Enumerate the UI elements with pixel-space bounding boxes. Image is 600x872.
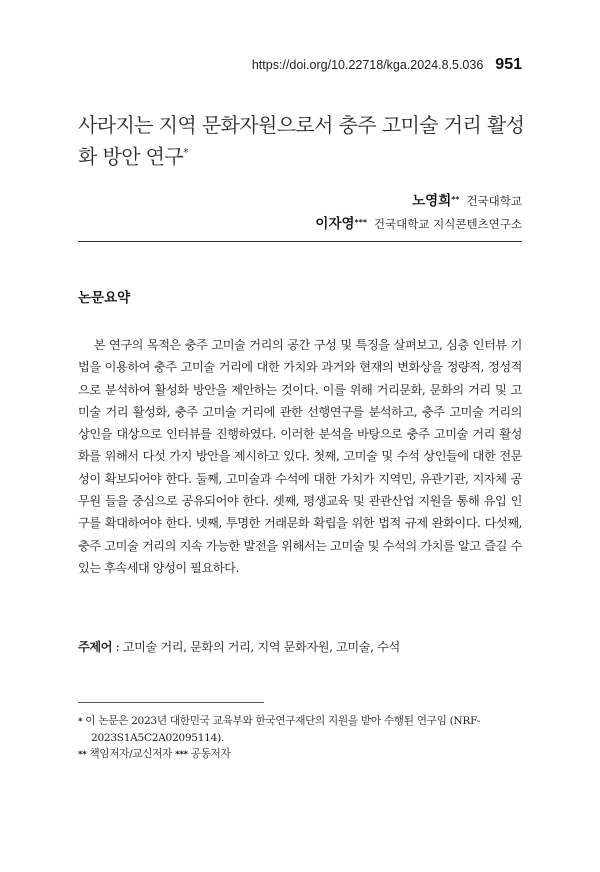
footnotes — [78, 713, 528, 763]
author-footnote-mark: ** — [451, 195, 460, 204]
author-line — [315, 189, 522, 212]
keywords-text: 고미술 거리, 문화의 거리, 지역 문화자원, 고미술, 수석 — [122, 640, 400, 654]
footnote-funding — [78, 713, 528, 746]
title-footnote-mark: * — [183, 146, 189, 159]
author-block — [315, 189, 522, 235]
abstract-heading: 논문요약 — [78, 290, 131, 306]
header-divider — [78, 241, 522, 242]
footnote-divider — [78, 702, 264, 703]
author-footnote-mark: *** — [354, 218, 368, 227]
author-affiliation: 건국대학교 — [466, 194, 522, 208]
footnote-mark: ** — [78, 750, 87, 760]
footnote-text: 책임저자/교신저자 — [86, 748, 176, 760]
abstract-body — [78, 334, 522, 579]
keywords — [78, 638, 400, 655]
footnote-mark: * — [78, 717, 83, 727]
abstract-text: 본 연구의 목적은 충주 고미술 거리의 공간 구성 및 특징을 살펴보고, 심층 인터뷰 기법을 이용하여 충주 고미술 거리에 대한 가치와 과거와 현재의 변화상을 정량적, 정성적으로 분석하여 활성화 방안을 제안하는 것이다. 이를 위해 거리문화, 문화의 거리 및 고미술 거리 활성화, 충주 고미술 거리에 관한 선행연구를 분석하고, 충주 고미술 거리의 상인을 대상으로 인터뷰를 진행하였다. 이러한 분석을 바탕으로 충주 고미술 거리 활성화를 위해서 다섯 가지 방안을 제시하고 있다. 첫째, 고미술 및 수석 상인들에 대한 전문성이 확보되어야 한다. 둘째, 고미술과 수석에 대한 가치가 지역민, 유관기관, 지자체 공무원 들을 중심으로 공유되어야 한다. 셋째, 평생교육 및 관관산업 지원을 통해 유입 인구를 확대하여야 한다. 넷째, 투명한 거래문화 확립을 위한 법적 규제 완화이다. 다섯째, 충주 고미술 거리의 지속 가능한 발전을 위해서는 고미술 및 수석의 가치를 알고 즐길 수 있는 후속세대 양성이 필요하다. — [78, 338, 522, 575]
doi-link[interactable]: https://doi.org/10.22718/kga.2024.8.5.036 — [251, 58, 484, 72]
footnote-text: 공동저자 — [187, 748, 231, 760]
author-line — [315, 212, 522, 235]
keywords-label: 주제어 — [78, 640, 113, 654]
paper-title — [78, 112, 538, 171]
footnote-authorship — [78, 746, 528, 763]
author-name: 이자영 — [315, 216, 355, 232]
author-name: 노영희 — [412, 193, 452, 209]
footnote-mark: *** — [175, 750, 188, 760]
page-number: 951 — [495, 56, 522, 73]
author-affiliation: 건국대학교 지식콘텐츠연구소 — [373, 217, 522, 231]
page-header — [252, 56, 522, 74]
keywords-separator: : — [112, 640, 123, 654]
paper-title-text: 사라지는 지역 문화자원으로서 충주 고미술 거리 활성화 방안 연구 — [78, 113, 525, 169]
footnote-text: 이 논문은 2023년 대한민국 교육부와 한국연구재단의 지원을 받아 수행된 연구임 (NRF-2023S1A5C2A02095114). — [82, 715, 480, 744]
